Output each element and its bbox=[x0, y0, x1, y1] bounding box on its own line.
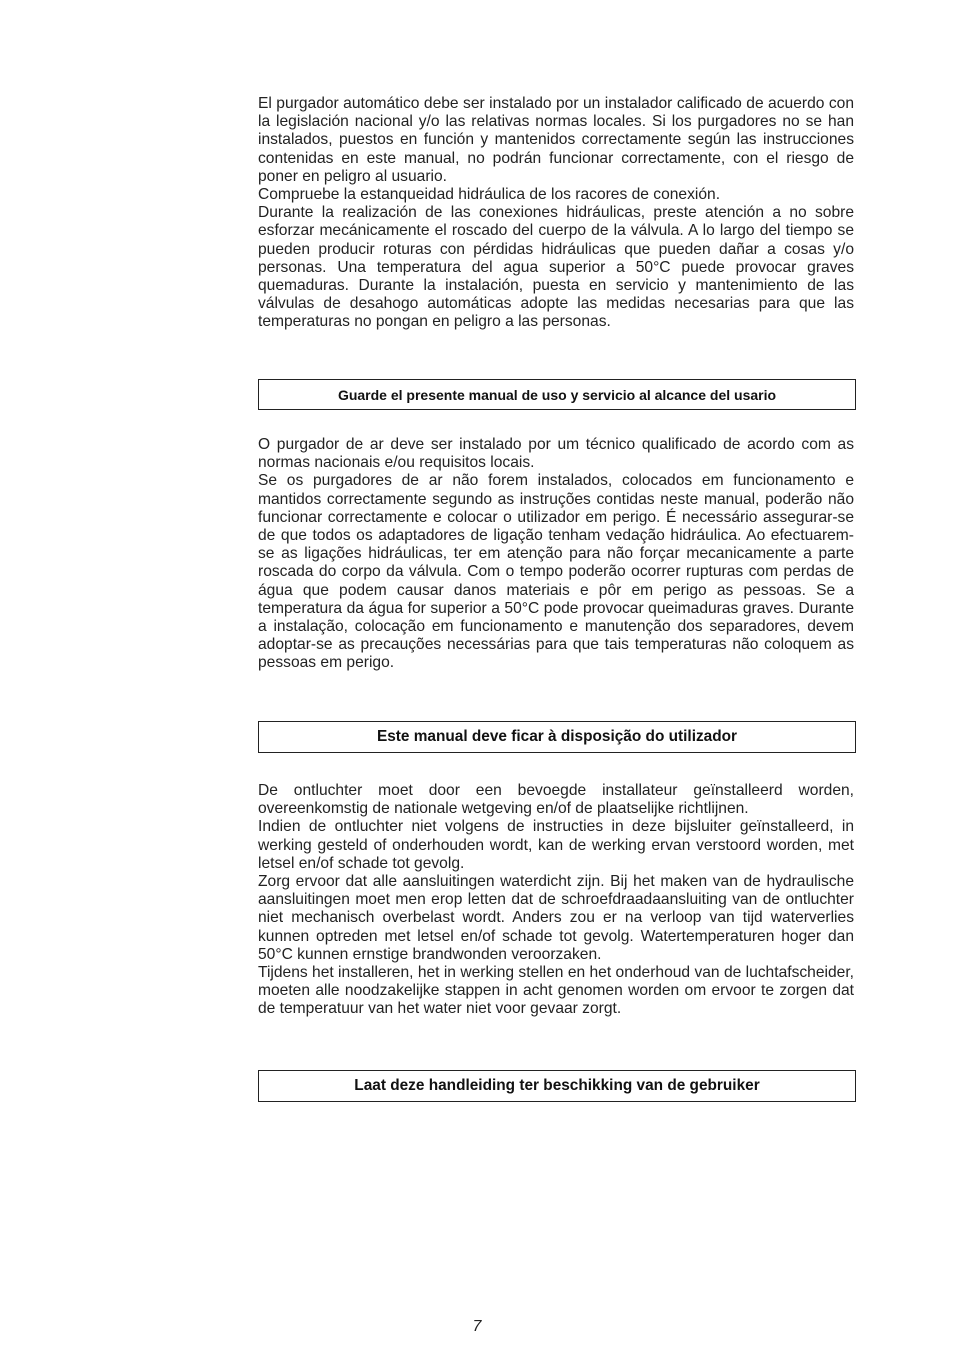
dutch-paragraph-1: De ontluchter moet door een bevoegde installateur geïnstalleerd worden, overeenkomstig de nationale wetgeving en/of de plaatselijke richtlijnen. bbox=[258, 782, 854, 818]
portuguese-notice-text: Este manual deve ficar à disposição do utilizador bbox=[376, 728, 738, 745]
spanish-notice-box bbox=[258, 379, 856, 410]
spanish-notice-text: Guarde el presente manual de uso y servicio al alcance del usario bbox=[337, 386, 777, 403]
portuguese-paragraph-2: Se os purgadores de ar não forem instalados, colocados em funcionamento e mantidos correctamente segundo as instruções contidas neste manual, poderão não funcionar correctamente e colocar o utilizador em perigo. É necessário assegurar-se de que todos os adaptadores de ligação tenham vedação hidráulica. Ao efectuarem-se as ligações hidráulicas, ter em atenção para não forçar mecanicamente a parte roscada do corpo da válvula. Com o tempo poderão ocorrer rupturas com perdas de água que podem causar danos materiais e pôr em perigo as pessoas. Se a temperatura da água for superior a 50°C pode provocar queimaduras graves. Durante a instalação, colocação em funcionamento e manutenção dos separadores, devem adoptar-se as precauções necessárias para que tais temperaturas não coloquem as pessoas em perigo. bbox=[258, 472, 854, 672]
dutch-paragraph-2: Indien de ontluchter niet volgens de instructies in deze bijsluiter geïnstalleerd, in werking gesteld of onderhouden wordt, kan de werking ervan verstoord worden, met letsel en/of schade tot gevolg. bbox=[258, 818, 854, 872]
spanish-paragraph-3: Durante la realización de las conexiones hidráulicas, preste atención a no sobre esforzar mecánicamente el roscado del cuerpo de la válvula. A lo largo del tiempo se pueden producir roturas con pérdidas hidráulicas que pueden dañar a cosas y/o personas. Una temperatura del agua superior a 50°C puede provocar graves quemaduras. Durante la instalación, puesta en servicio y mantenimiento de las válvulas de desahogo automáticas adopte las medidas necesarias para que las temperaturas no pongan en peligro a las personas. bbox=[258, 204, 854, 331]
page-number: 7 bbox=[472, 1318, 482, 1335]
spanish-section bbox=[258, 95, 854, 332]
portuguese-notice-box bbox=[258, 721, 856, 753]
portuguese-section bbox=[258, 436, 854, 673]
dutch-notice-text: Laat deze handleiding ter beschikking van de gebruiker bbox=[354, 1077, 760, 1094]
dutch-notice-box bbox=[258, 1070, 856, 1102]
portuguese-paragraph-1: O purgador de ar deve ser instalado por um técnico qualificado de acordo com as normas nacionais e/ou requisitos locais. bbox=[258, 436, 854, 472]
spanish-paragraph-1: El purgador automático debe ser instalado por un instalador calificado de acuerdo con la legislación nacional y/o las relativas normas locales. Si los purgadores no se han instalados, puestos en función y mantenidos correctamente según las instrucciones contenidas en este manual, no podrán funcionar correctamente, con el riesgo de poner en peligro al usuario. bbox=[258, 95, 854, 185]
dutch-paragraph-3: Zorg ervoor dat alle aansluitingen waterdicht zijn. Bij het maken van de hydraulische aansluitingen moet men erop letten dat de schroefdraadaansluiting van de ontluchter niet mechanisch overbelast wordt. Anders zou er na verloop van tijd waterverlies kunnen optreden met letsel en/of schade tot gevolg. Watertemperaturen hoger dan 50°C kunnen ernstige brandwonden veroorzaken. bbox=[258, 873, 854, 963]
dutch-section bbox=[258, 782, 854, 1019]
dutch-paragraph-4: Tijdens het installeren, het in werking stellen en het onderhoud van de luchtafscheider, moeten alle noodzakelijke stappen in acht genomen worden om ervoor te zorgen dat de temperatuur van het water niet voor gevaar zorgt. bbox=[258, 964, 854, 1018]
spanish-paragraph-2: Compruebe la estanqueidad hidráulica de los racores de conexión. bbox=[258, 186, 721, 204]
